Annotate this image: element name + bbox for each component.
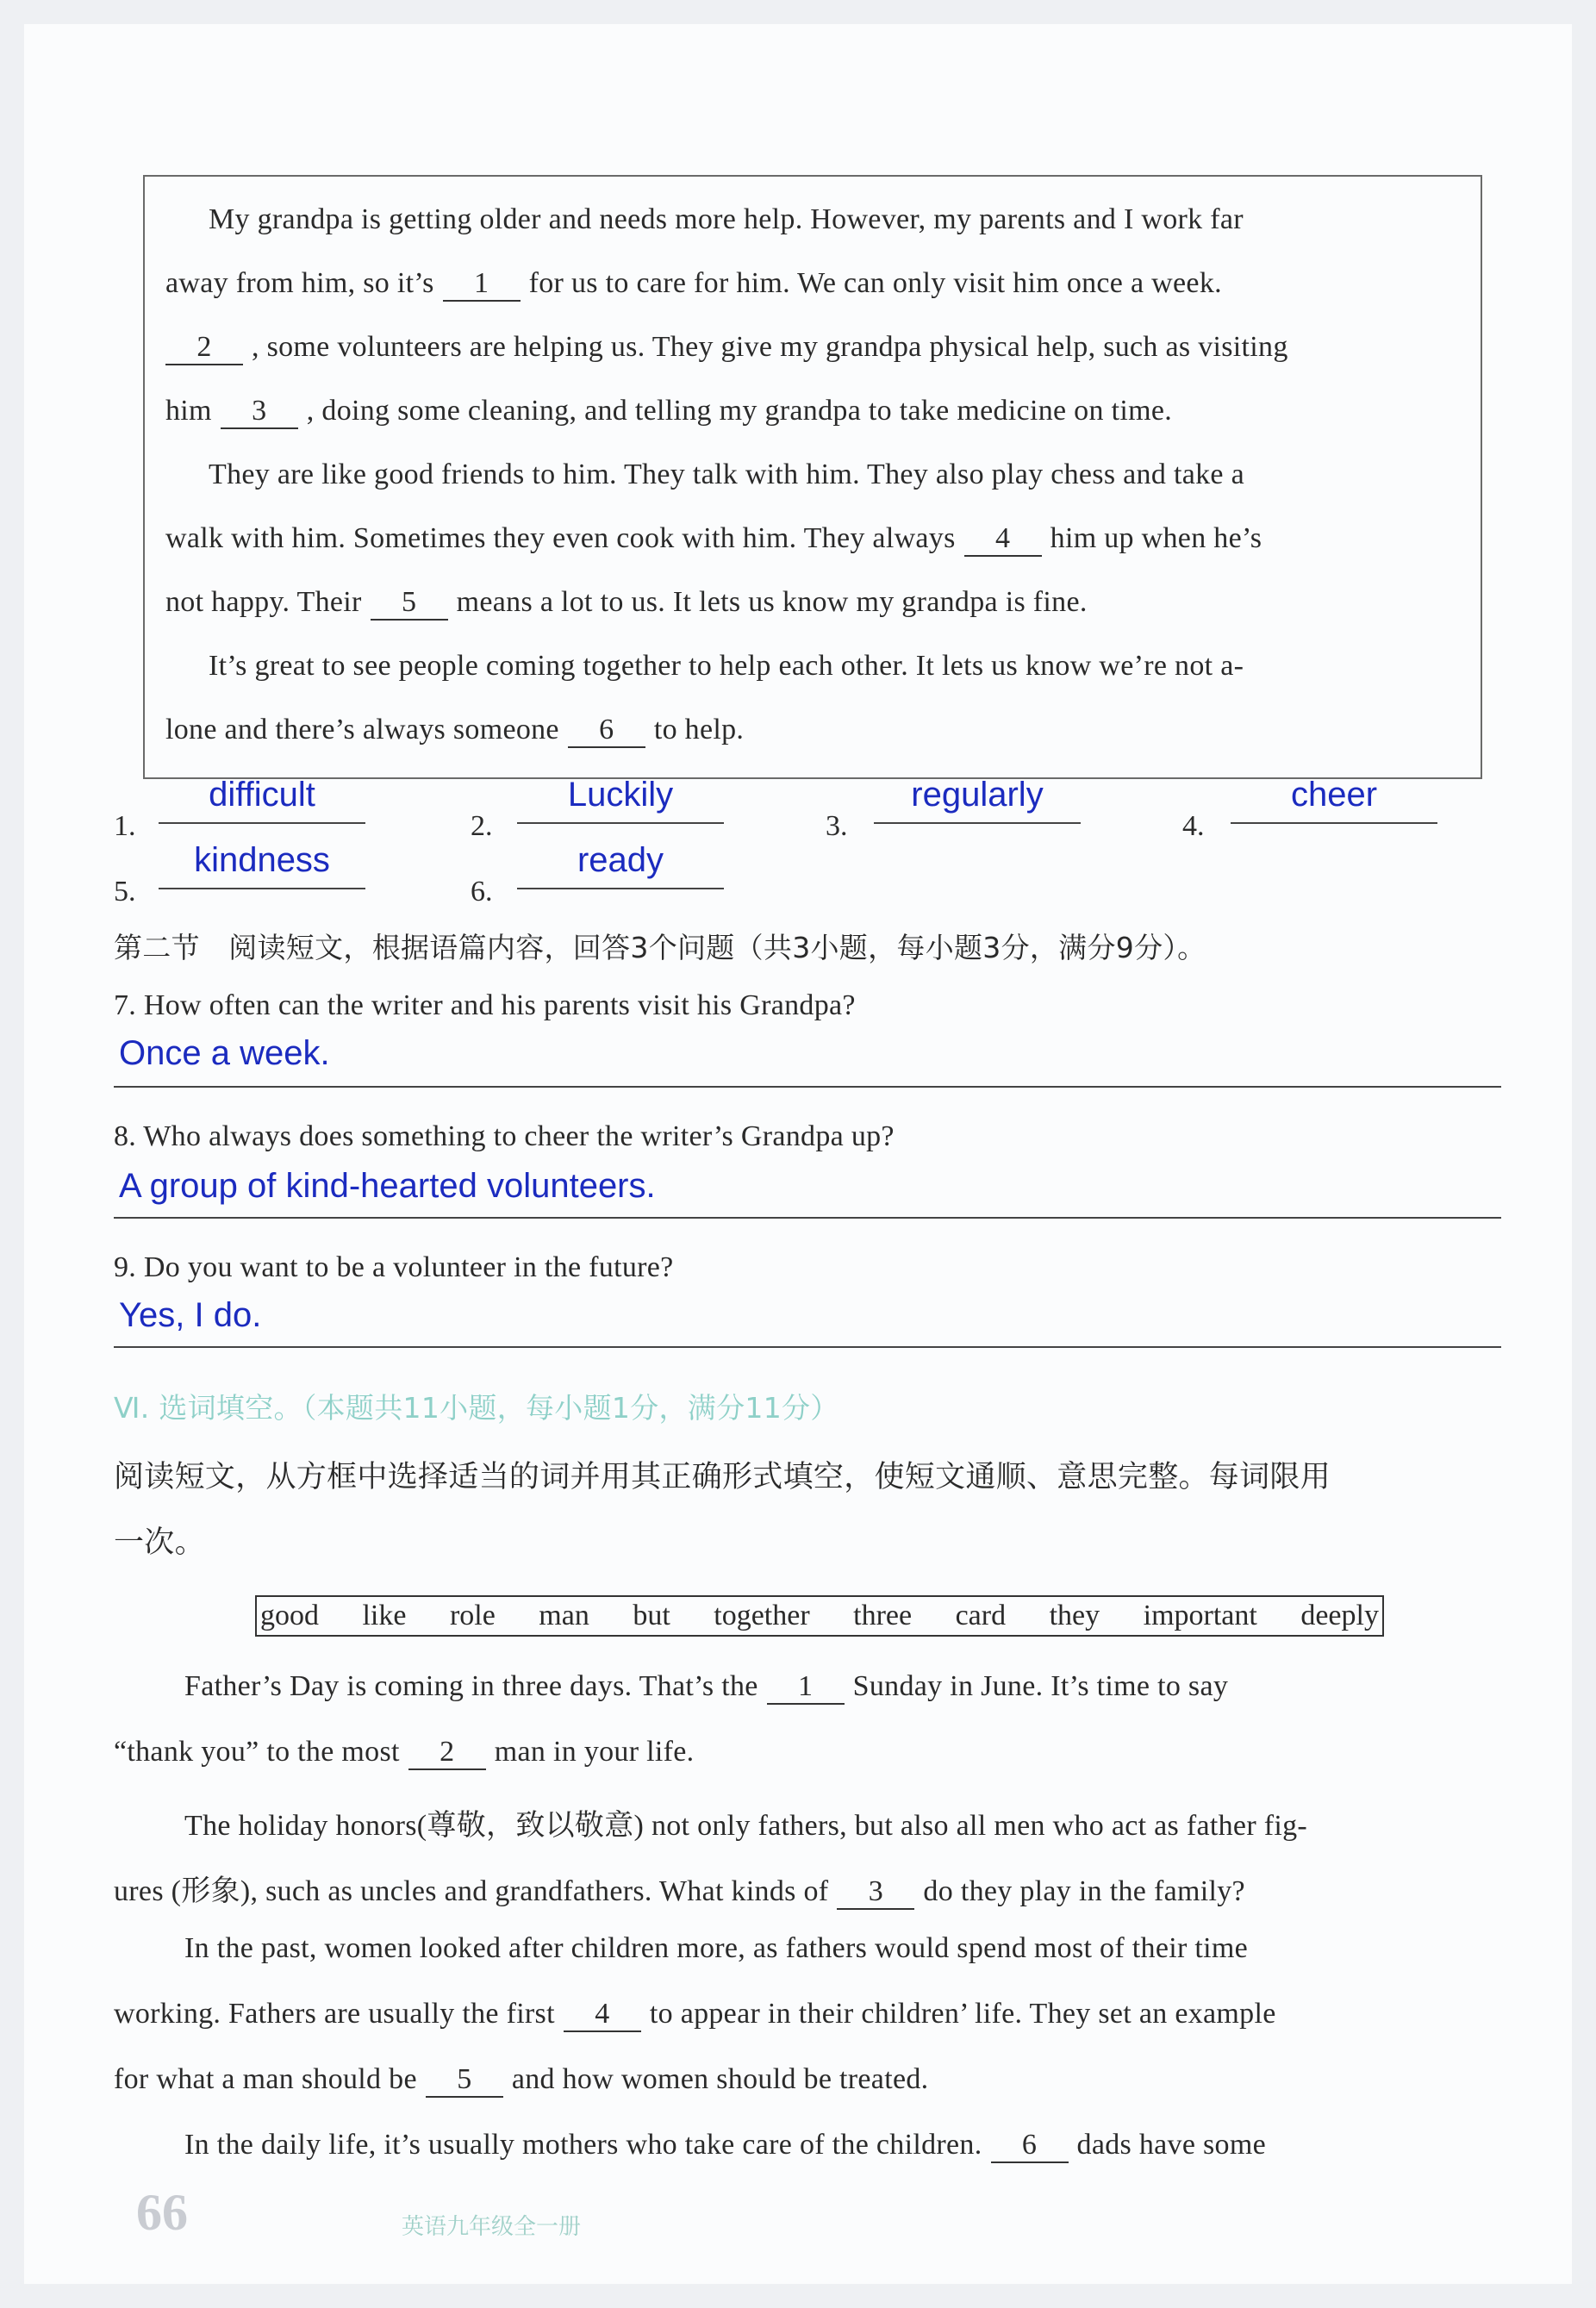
passage-blank-5: 5 — [371, 586, 448, 621]
answer-line — [517, 822, 724, 824]
word-bank-word: card — [955, 1600, 1007, 1631]
passage-p1-line2: away from him, so it’s 1 for us to care for him. We can only visit him once a week. — [165, 267, 1222, 302]
answer-9: Yes, I do. — [119, 1296, 262, 1334]
passage2-p2-line1: The holiday honors(尊敬，致以敬意) not only fathers, but also all men who act as father fig- — [184, 1810, 1308, 1842]
passage2-p2-line2: ures (形象), such as uncles and grandfathers. What kinds of 3 do they play in the family? — [114, 1867, 1245, 1910]
section2-heading: 第二节 阅读短文，根据语篇内容，回答3个问题（共3小题，每小题3分，满分9分）。 — [114, 931, 1206, 964]
answer-line — [159, 888, 365, 889]
answer-text: Luckily — [567, 776, 674, 814]
answer-line — [517, 888, 724, 889]
answer-line — [1231, 822, 1437, 824]
word-bank-word: good — [260, 1600, 319, 1631]
passage-p1-line1: My grandpa is getting older and needs more help. However, my parents and I work far — [209, 203, 1244, 235]
passage-blank-6: 6 — [568, 714, 645, 748]
passage2-p3-line1: In the past, women looked after children more, as fathers would spend most of their time — [184, 1932, 1249, 1964]
passage2-blank-6: 6 — [991, 2129, 1069, 2163]
answer-number: 1. — [114, 810, 136, 842]
answer-number: 3. — [826, 810, 848, 842]
passage-p2-line2: walk with him. Sometimes they even cook with him. They always 4 him up when he’s — [165, 522, 1262, 557]
section6-instruction-line2: 一次。 — [114, 1525, 205, 1560]
answer-7: Once a week. — [119, 1034, 330, 1072]
answer-7-line — [114, 1086, 1501, 1088]
passage-p2-line3: not happy. Their 5 means a lot to us. It lets us know my grandpa is fine. — [165, 586, 1088, 621]
section6-instruction-line1: 阅读短文，从方框中选择适当的词并用其正确形式填空，使短文通顺、意思完整。每词限用 — [114, 1460, 1331, 1494]
passage2-blank-2: 2 — [408, 1736, 486, 1770]
word-bank-word: deeply — [1300, 1600, 1379, 1631]
worksheet-page — [24, 24, 1572, 2284]
answer-text: cheer — [1290, 776, 1378, 814]
passage-blank-1: 1 — [443, 267, 521, 302]
passage2-p3-line2: working. Fathers are usually the first 4 to appear in their children’ life. They set an example — [114, 1998, 1276, 2032]
passage-p1-line3: 2 , some volunteers are helping us. They give my grandpa physical help, such as visiting — [165, 331, 1288, 365]
passage-p3-line1: It’s great to see people coming together to help each other. It lets us know we’re not a- — [209, 650, 1244, 682]
passage2-blank-4: 4 — [564, 1998, 641, 2032]
passage-p3-line2: lone and there’s always someone 6 to help. — [165, 714, 744, 748]
passage2-p1-line1: Father’s Day is coming in three days. That’s the 1 Sunday in June. It’s time to say — [184, 1670, 1228, 1705]
answer-number: 4. — [1182, 810, 1205, 842]
page-number: 66 — [136, 2184, 188, 2241]
answer-number: 6. — [471, 876, 493, 908]
answer-number: 5. — [114, 876, 136, 908]
answer-line — [874, 822, 1081, 824]
word-bank-word: they — [1049, 1600, 1100, 1631]
passage-blank-3: 3 — [221, 395, 298, 429]
answer-text: ready — [577, 841, 664, 879]
passage2-p1-line2: “thank you” to the most 2 man in your life. — [114, 1736, 694, 1770]
word-bank-word: but — [633, 1600, 670, 1631]
question-9: 9. Do you want to be a volunteer in the future? — [114, 1251, 674, 1283]
passage2-p3-line3: for what a man should be 5 and how women should be treated. — [114, 2063, 928, 2098]
answer-text: kindness — [194, 841, 330, 879]
word-bank-word: together — [714, 1600, 810, 1631]
passage-p1-line4: him 3 , doing some cleaning, and telling my grandpa to take medicine on time. — [165, 395, 1172, 429]
passage-blank-2: 2 — [165, 331, 243, 365]
word-bank-word: role — [449, 1600, 496, 1631]
word-bank-box — [255, 1595, 1384, 1637]
question-7: 7. How often can the writer and his parents visit his Grandpa? — [114, 989, 856, 1021]
word-bank-word: like — [362, 1600, 407, 1631]
word-bank-word: man — [539, 1600, 589, 1631]
passage2-blank-5: 5 — [426, 2063, 503, 2098]
section6-title: Ⅵ. 选词填空。（本题共11小题，每小题1分，满分11分） — [114, 1391, 839, 1425]
passage2-p4-line1: In the daily life, it’s usually mothers who take care of the children. 6 dads have some — [184, 2129, 1266, 2163]
question-8: 8. Who always does something to cheer the writer’s Grandpa up? — [114, 1120, 895, 1152]
passage2-blank-1: 1 — [767, 1670, 845, 1705]
answer-8: A group of kind-hearted volunteers. — [119, 1167, 656, 1205]
answer-line — [159, 822, 365, 824]
book-title: 英语九年级全一册 — [402, 2214, 582, 2240]
passage-blank-4: 4 — [964, 522, 1042, 557]
answer-number: 2. — [471, 810, 493, 842]
passage-p2-line1: They are like good friends to him. They talk with him. They also play chess and take a — [209, 458, 1244, 490]
word-bank-word: three — [853, 1600, 913, 1631]
answer-9-line — [114, 1346, 1501, 1348]
word-bank-word: important — [1143, 1600, 1257, 1631]
answer-text: difficult — [209, 776, 315, 814]
answer-8-line — [114, 1217, 1501, 1219]
passage2-blank-3: 3 — [837, 1875, 914, 1910]
answer-text: regularly — [911, 776, 1044, 814]
